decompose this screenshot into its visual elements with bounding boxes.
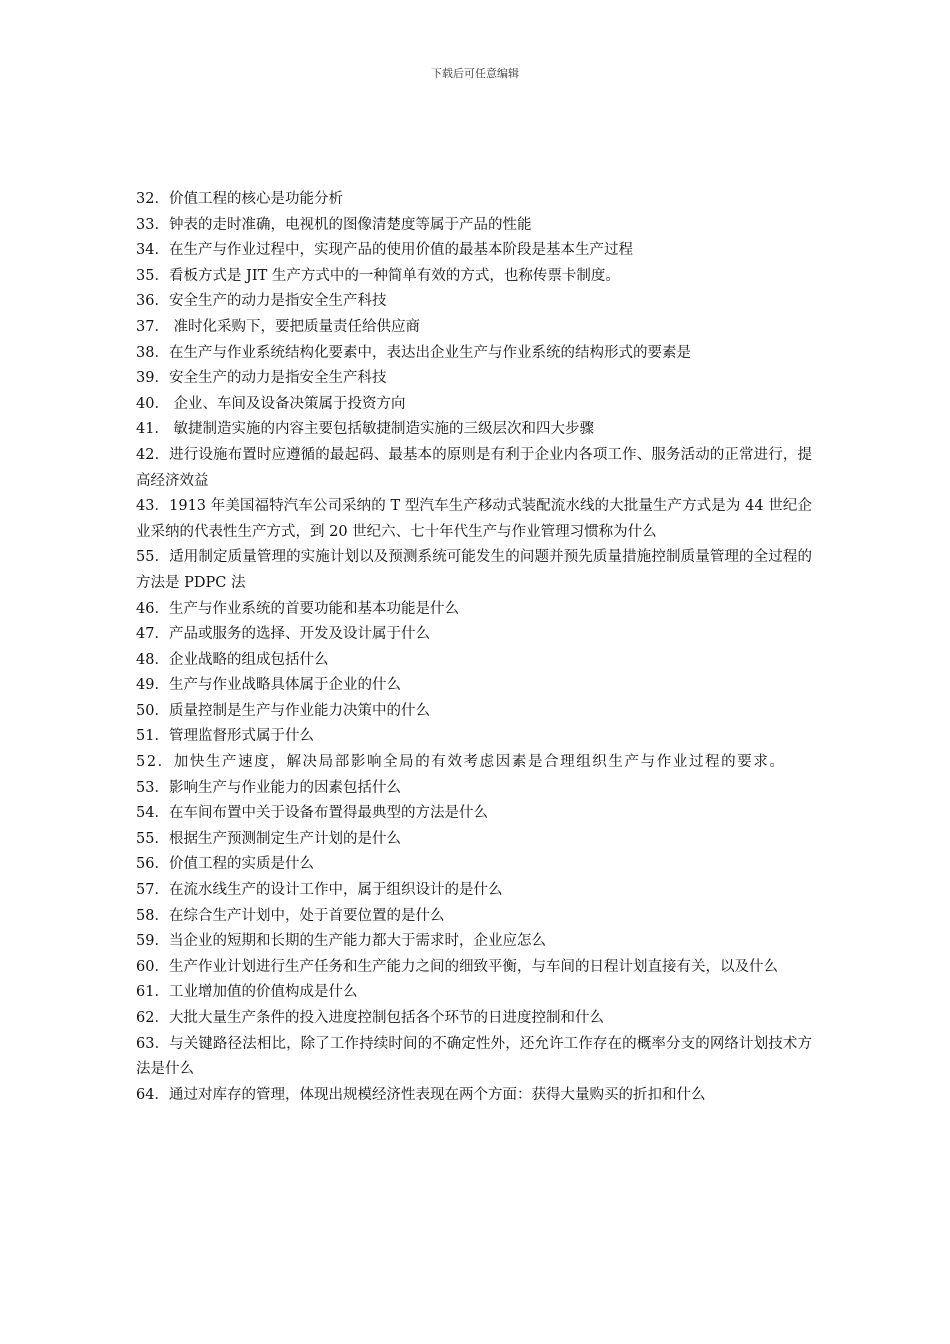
list-item: 38．在生产与作业系统结构化要素中，表达出企业生产与作业系统的结构形式的要素是 — [136, 344, 691, 361]
list-item: 35．看板方式是 JIT 生产方式中的一种简单有效的方式，也称传票卡制度。 — [136, 267, 620, 284]
list-item: 32．价值工程的核心是功能分析 — [136, 191, 343, 207]
list-item: 59．当企业的短期和长期的生产能力都大于需求时，企业应怎么 — [136, 933, 546, 950]
list-item: 34．在生产与作业过程中，实现产品的使用价值的最基本阶段是基本生产过程 — [136, 242, 633, 259]
list-item: 52．加快生产速度，解决局部影响全局的有效考虑因素是合理组织生产与作业过程的要求。 — [136, 754, 786, 771]
list-item: 58．在综合生产计划中，处于首要位置的是什么 — [136, 907, 445, 924]
list-item: 39．安全生产的动力是指安全生产科技 — [136, 370, 387, 387]
list-item: 54．在车间布置中关于设备布置得最典型的方法是什么 — [136, 805, 488, 822]
list-item: 46．生产与作业系统的首要功能和基本功能是什么 — [136, 600, 459, 617]
list-item: 60．生产作业计划进行生产任务和生产能力之间的细致平衡，与车间的日程计划直接有关，以及什么 — [136, 958, 778, 975]
list-item: 62．大批大量生产条件的投入进度控制包括各个环节的日进度控制和什么 — [136, 1010, 604, 1026]
list-item: 37． 准时化采购下，要把质量责任给供应商 — [136, 318, 421, 335]
list-item: 63．与关键路径法相比，除了工作持续时间的不确定性外，还允许工作存在的概率分支的网络计划技术方法是什么 — [136, 1035, 812, 1078]
document-body — [136, 187, 812, 1108]
list-item: 50．质量控制是生产与作业能力决策中的什么 — [136, 702, 430, 719]
list-item: 49．生产与作业战略具体属于企业的什么 — [136, 677, 401, 694]
list-item: 40． 企业、车间及设备决策属于投资方向 — [136, 395, 406, 412]
list-item: 43．1913 年美国福特汽车公司采纳的 T 型汽车生产移动式装配流水线的大批量生产方式是为 44 世纪企业采纳的代表性生产方式，到 20 世纪六、七十年代生产与作业管理习惯称为什么 — [136, 498, 812, 540]
list-item: 64．通过对库存的管理，体现出规模经济性表现在两个方面：获得大量购买的折扣和什么 — [136, 1086, 706, 1103]
list-item: 56．价值工程的实质是什么 — [136, 856, 314, 873]
list-item: 55．适用制定质量管理的实施计划以及预测系统可能发生的问题并预先质量措施控制质量管理的全过程的方法是 PDPC 法 — [136, 549, 812, 591]
list-item: 47．产品或服务的选择、开发及设计属于什么 — [136, 626, 430, 643]
list-item: 53．影响生产与作业能力的因素包括什么 — [136, 779, 401, 796]
page-header: 下载后可任意编辑 — [431, 67, 519, 80]
list-item: 48．企业战略的组成包括什么 — [136, 651, 329, 668]
list-item: 41． 敏捷制造实施的内容主要包括敏捷制造实施的三级层次和四大步骤 — [136, 421, 595, 438]
list-item: 55．根据生产预测制定生产计划的是什么 — [136, 830, 401, 847]
list-item: 42．进行设施布置时应遵循的最起码、最基本的原则是有利于企业内各项工作、服务活动的正常进行，提高经济效益 — [136, 446, 812, 489]
list-item: 57．在流水线生产的设计工作中，属于组织设计的是什么 — [136, 882, 503, 899]
list-item: 51．管理监督形式属于什么 — [136, 728, 314, 745]
list-item: 33．钟表的走时准确，电视机的图像清楚度等属于产品的性能 — [136, 216, 532, 233]
list-item: 61．工业增加值的价值构成是什么 — [136, 984, 358, 1001]
list-item: 36．安全生产的动力是指安全生产科技 — [136, 293, 387, 310]
